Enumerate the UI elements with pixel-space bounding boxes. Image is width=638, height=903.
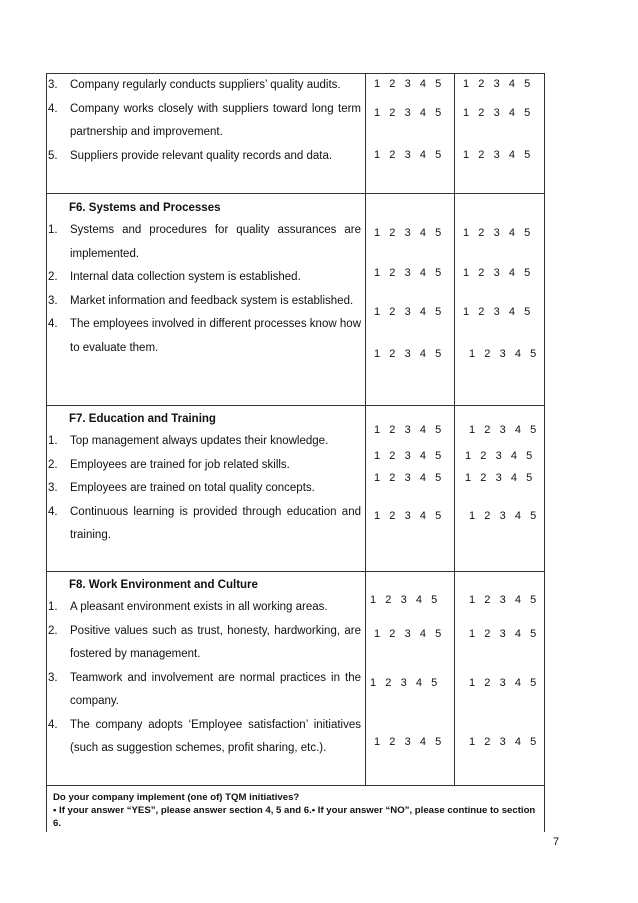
item-text: Positive values such as trust, honesty, hardworking, are fostered by management. <box>70 624 361 660</box>
item-text: Company regularly conducts suppliers’ quality audits. <box>70 79 341 91</box>
rating-scale[interactable]: 1 2 3 4 5 <box>374 736 442 748</box>
footnote-cell <box>47 786 545 833</box>
question-cell <box>47 194 366 406</box>
item-text: Employees are trained on total quality concepts. <box>70 482 315 494</box>
rating-scale[interactable]: 1 2 3 4 5 <box>374 227 442 239</box>
list-item <box>47 219 365 266</box>
item-text: Employees are trained for job related skills. <box>70 458 290 471</box>
list-item <box>47 98 365 145</box>
list-item <box>47 501 365 548</box>
list-item <box>47 74 365 98</box>
section-title: F6. Systems and Processes <box>69 202 221 214</box>
rating-scale[interactable]: 1 2 3 4 5 <box>469 736 537 748</box>
list-item <box>47 290 365 314</box>
item-number: 1. <box>48 601 58 613</box>
rating-scale[interactable]: 1 2 3 4 5 <box>465 450 533 462</box>
list-item <box>47 596 365 620</box>
item-text: Company works closely with suppliers toward long term partnership and improvement. <box>70 102 361 138</box>
section-title: F8. Work Environment and Culture <box>69 579 258 591</box>
rating-scale[interactable]: 1 2 3 4 5 <box>463 306 531 318</box>
rating-scale[interactable]: 1 2 3 4 5 <box>469 677 537 689</box>
item-number: 4. <box>48 718 58 731</box>
list-item <box>47 145 365 169</box>
rating-cell-right <box>455 572 545 786</box>
rating-scale[interactable]: 1 2 3 4 5 <box>463 78 531 90</box>
rating-cell-right <box>455 194 545 406</box>
rating-scale[interactable]: 1 2 3 4 5 <box>374 149 442 161</box>
item-text: A pleasant environment exists in all working areas. <box>70 601 328 613</box>
question-cell <box>47 74 366 194</box>
rating-scale[interactable]: 1 2 3 4 5 <box>463 227 531 239</box>
list-item <box>47 454 365 478</box>
item-number: 3. <box>48 671 58 684</box>
table-row <box>47 406 545 572</box>
section-title: F7. Education and Training <box>69 413 216 425</box>
rating-scale[interactable]: 1 2 3 4 5 <box>370 677 438 689</box>
item-text: Continuous learning is provided through education and training. <box>70 505 361 541</box>
rating-scale[interactable]: 1 2 3 4 5 <box>469 628 537 640</box>
rating-scale[interactable]: 1 2 3 4 5 <box>463 149 531 161</box>
list-item <box>47 714 365 761</box>
item-text: Market information and feedback system is established. <box>70 294 354 307</box>
table-row <box>47 786 545 833</box>
rating-cell-left <box>366 74 455 194</box>
list-item <box>47 430 365 454</box>
rating-scale[interactable]: 1 2 3 4 5 <box>374 628 442 640</box>
item-number: 5. <box>48 149 58 162</box>
list-item <box>47 620 365 667</box>
rating-scale[interactable]: 1 2 3 4 5 <box>469 594 537 606</box>
list-item <box>47 313 365 360</box>
item-number: 3. <box>48 294 58 307</box>
rating-scale[interactable]: 1 2 3 4 5 <box>463 267 531 279</box>
item-number: 2. <box>48 624 58 637</box>
question-cell <box>47 406 366 572</box>
list-item <box>47 667 365 714</box>
table-row <box>47 74 545 194</box>
rating-cell-left <box>366 406 455 572</box>
item-number: 4. <box>48 505 58 518</box>
rating-scale[interactable]: 1 2 3 4 5 <box>374 510 442 522</box>
list-item <box>47 477 365 501</box>
rating-scale[interactable]: 1 2 3 4 5 <box>374 267 442 279</box>
item-number: 1. <box>48 224 58 236</box>
question-cell <box>47 572 366 786</box>
rating-scale[interactable]: 1 2 3 4 5 <box>374 348 442 360</box>
item-number: 4. <box>48 318 58 330</box>
item-text: Top management always updates their knowledge. <box>70 435 329 447</box>
rating-cell-left <box>366 572 455 786</box>
item-number: 2. <box>48 271 58 283</box>
item-text: Systems and procedures for quality assurances are implemented. <box>70 224 361 260</box>
list-item <box>47 266 365 290</box>
table-row <box>47 572 545 786</box>
rating-scale[interactable]: 1 2 3 4 5 <box>374 472 442 484</box>
rating-cell-right <box>455 406 545 572</box>
item-text: The employees involved in different processes know how to evaluate them. <box>70 318 361 354</box>
rating-scale[interactable]: 1 2 3 4 5 <box>374 424 442 436</box>
rating-scale[interactable]: 1 2 3 4 5 <box>374 78 442 90</box>
table-row <box>47 194 545 406</box>
item-text: Teamwork and involvement are normal practices in the company. <box>70 671 361 707</box>
item-number: 1. <box>48 435 58 447</box>
rating-scale[interactable]: 1 2 3 4 5 <box>469 510 537 522</box>
rating-scale[interactable]: 1 2 3 4 5 <box>469 348 537 360</box>
footnote <box>47 786 544 832</box>
item-number: 4. <box>48 102 58 115</box>
item-number: 2. <box>48 458 58 471</box>
rating-scale[interactable]: 1 2 3 4 5 <box>370 594 438 606</box>
item-text: Suppliers provide relevant quality records and data. <box>70 149 333 162</box>
rating-scale[interactable]: 1 2 3 4 5 <box>463 107 531 119</box>
rating-cell-left <box>366 194 455 406</box>
rating-scale[interactable]: 1 2 3 4 5 <box>469 424 537 436</box>
item-number: 3. <box>48 482 58 494</box>
footnote-question: Do your company implement (one of) TQM initiatives? <box>53 792 300 803</box>
item-text: The company adopts ‘Employee satisfaction’ initiatives (such as suggestion schemes, profit sharing, etc.). <box>70 718 361 754</box>
item-text: Internal data collection system is established. <box>70 271 301 283</box>
rating-scale[interactable]: 1 2 3 4 5 <box>374 306 442 318</box>
page-number: 7 <box>553 836 560 848</box>
survey-table <box>46 73 545 832</box>
rating-cell-right <box>455 74 545 194</box>
rating-scale[interactable]: 1 2 3 4 5 <box>465 472 533 484</box>
item-number: 3. <box>48 79 58 91</box>
rating-scale[interactable]: 1 2 3 4 5 <box>374 107 442 119</box>
footnote-instruction: • If your answer “YES”, please answer section 4, 5 and 6.• If your answer “NO”, please continue to section 6. <box>53 805 536 829</box>
rating-scale[interactable]: 1 2 3 4 5 <box>374 450 442 462</box>
